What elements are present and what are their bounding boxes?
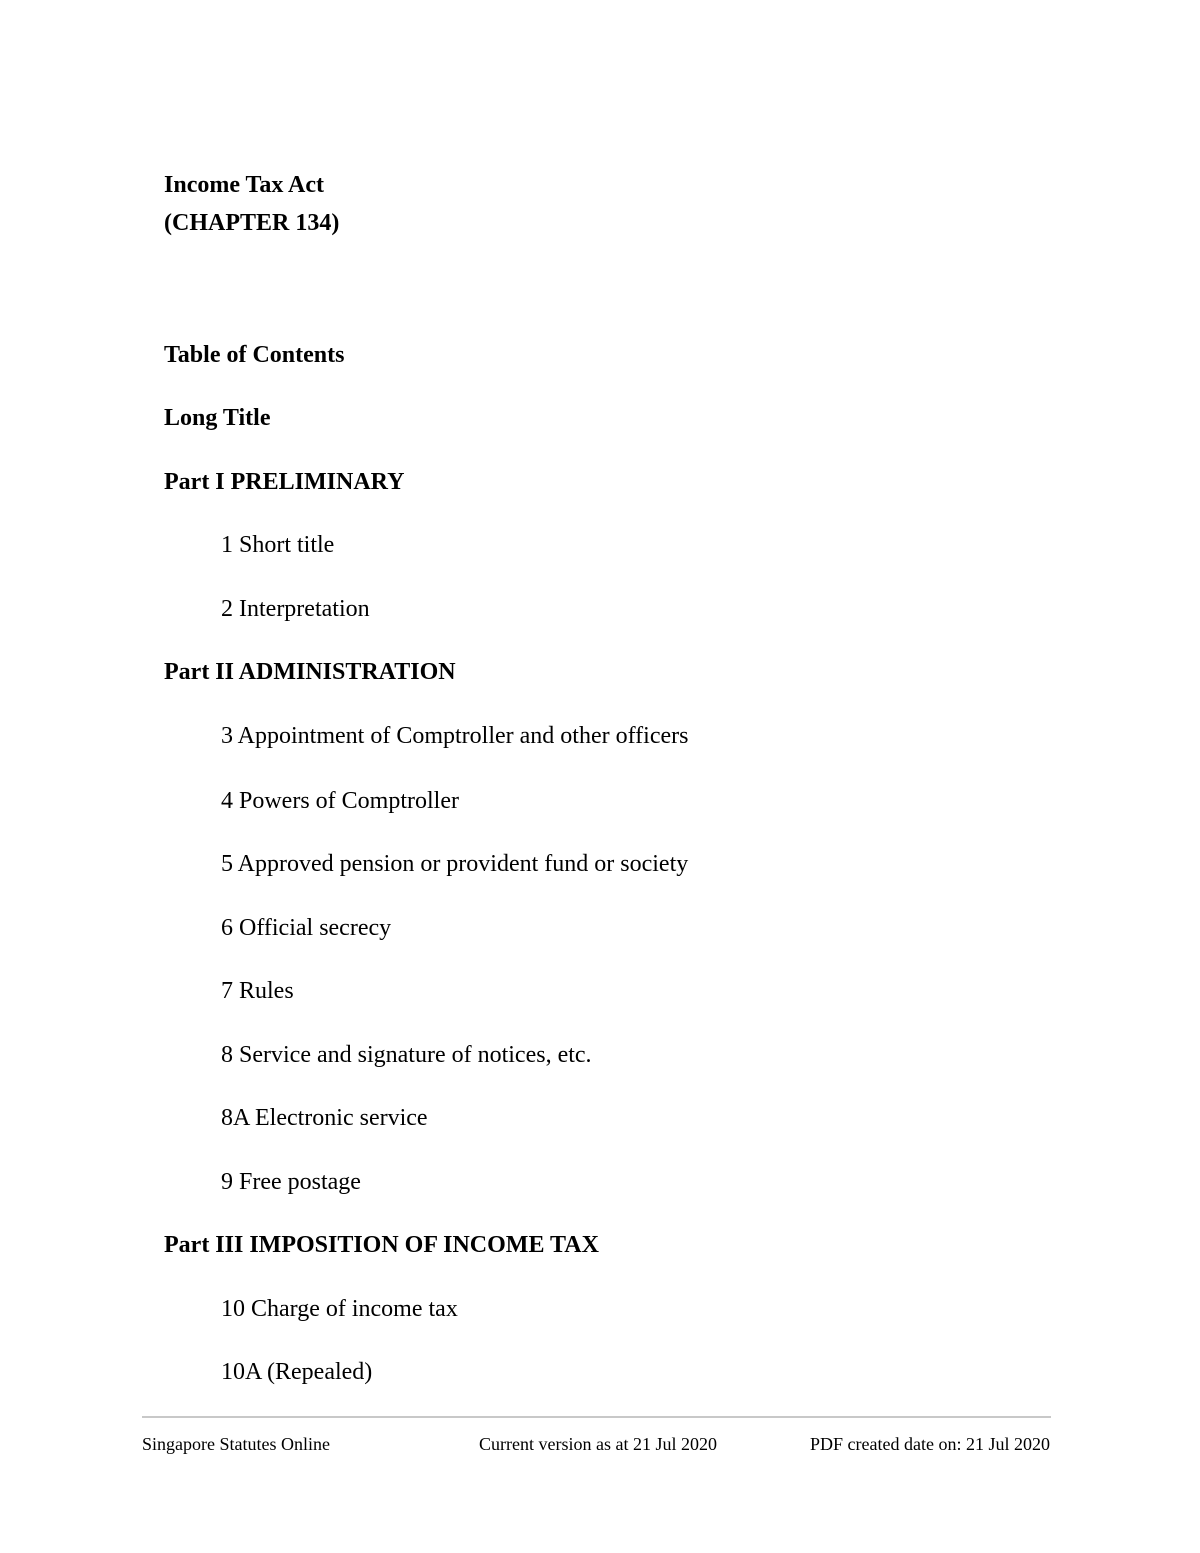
toc-link-section-6[interactable]: 6 Official secrecy [221,915,392,941]
footer-version: Current version as at 21 Jul 2020 [479,1434,717,1454]
toc-link-section-10[interactable]: 10 Charge of income tax [221,1296,458,1322]
toc-link-part-3[interactable]: Part III IMPOSITION OF INCOME TAX [164,1232,599,1258]
footer-created-date: PDF created date on: 21 Jul 2020 [810,1434,1050,1454]
document-title-block [164,166,339,242]
toc-link-section-1[interactable]: 1 Short title [221,532,335,558]
toc-link-part-1[interactable]: Part I PRELIMINARY [164,469,405,495]
toc-link-section-7[interactable]: 7 Rules [221,978,294,1004]
toc-link-section-8[interactable]: 8 Service and signature of notices, etc. [221,1042,592,1068]
toc-link-section-5[interactable]: 5 Approved pension or provident fund or society [221,851,689,877]
document-title: Income Tax Act [164,172,325,198]
footer-divider [142,1416,1051,1418]
toc-link-section-8a[interactable]: 8A Electronic service [221,1105,428,1131]
toc-link-section-4[interactable]: 4 Powers of Comptroller [221,788,459,814]
toc-link-section-9[interactable]: 9 Free postage [221,1169,361,1195]
toc-link-long-title[interactable]: Long Title [164,405,271,431]
toc-heading: Table of Contents [164,342,345,368]
document-chapter: (CHAPTER 134) [164,210,340,236]
footer-source: Singapore Statutes Online [142,1434,330,1454]
toc-link-section-3[interactable]: 3 Appointment of Comptroller and other officers [221,723,689,749]
toc-link-section-10a[interactable]: 10A (Repealed) [221,1359,373,1385]
toc-link-part-2[interactable]: Part II ADMINISTRATION [164,659,456,685]
toc-link-section-2[interactable]: 2 Interpretation [221,596,370,622]
